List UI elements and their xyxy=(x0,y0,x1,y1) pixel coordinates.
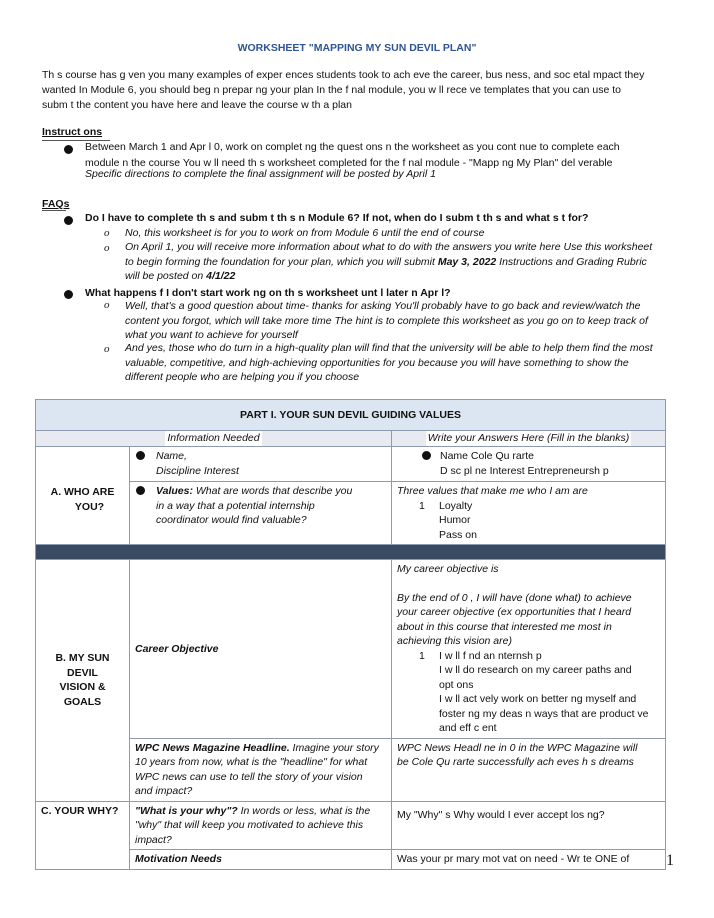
goal-item: opt ons xyxy=(439,678,474,691)
info-bold: "What is your why"? xyxy=(135,804,238,817)
column-header-answers xyxy=(392,431,666,447)
info-line xyxy=(135,804,386,819)
info-line: 10 years from now, what is the "headline" for what xyxy=(135,756,368,768)
section-divider-row xyxy=(36,545,666,560)
intro-line: subm t the content you have here and leave the course w th a plan xyxy=(42,99,352,111)
faq-answer: Well, that's a good question about time- thanks for asking You'll probably have to go back and review/watch the xyxy=(125,300,641,312)
column-header-answers-label: Write your Answers Here (Fill in the blanks) xyxy=(427,432,630,444)
info-bold: Values: xyxy=(156,485,193,497)
due-date: May 3, 2022 xyxy=(437,256,497,268)
info-cell xyxy=(130,801,392,850)
answer-line: My "Why" s Why would I ever accept los ng? xyxy=(397,808,605,821)
info-line: in a way that a potential internship xyxy=(156,499,315,512)
info-line: "why" that will keep you motivated to achieve this xyxy=(135,819,364,831)
answer-line: achieving this vision are) xyxy=(397,635,512,647)
part-title: PART I. YOUR SUN DEVIL GUIDING VALUES xyxy=(36,400,666,431)
faq-answer: No, this worksheet is for you to work on from Module 6 until the end of course xyxy=(125,227,485,239)
section-divider xyxy=(36,545,666,560)
instructions-line: Between March 1 and Apr l 0, work on complet ng the quest ons n the worksheet as you cont nue to complete each xyxy=(85,141,620,153)
section-label-line: A. WHO ARE xyxy=(50,486,115,498)
table-row xyxy=(36,447,666,482)
faq-answer: valuable, competitive, and high-achieving opportunities for you because you will have something to show the xyxy=(125,357,629,369)
table-row xyxy=(36,850,666,870)
faq-answer xyxy=(125,269,235,283)
faq-question: Do I have to complete th s and subm t th s n Module 6? If not, when do I subm t th s and what s t for? xyxy=(85,212,589,224)
answer-cell[interactable] xyxy=(392,447,666,482)
instructions-note: Specific directions to complete the final assignment will be posted by April 1 xyxy=(85,168,436,180)
faqs-rule xyxy=(42,210,66,211)
info-cell xyxy=(130,738,392,801)
column-header-row xyxy=(36,431,666,447)
table-row xyxy=(36,801,666,850)
intro-paragraph xyxy=(42,68,672,113)
value-item: Humor xyxy=(439,514,471,526)
bullet-icon xyxy=(64,216,73,225)
answer-line xyxy=(397,499,660,514)
info-line: Name, xyxy=(156,450,187,462)
sub-bullet-icon: o xyxy=(104,299,110,311)
faq-answer-part: to begin forming the foundation for your plan, which you will submit xyxy=(125,256,438,268)
bullet-icon xyxy=(136,486,145,495)
bullet-icon xyxy=(136,451,145,460)
section-c-label: C. YOUR WHY? xyxy=(36,801,130,869)
goal-item: I w ll do research on my career paths and xyxy=(439,664,632,676)
info-line: WPC news can use to tell the story of your vision xyxy=(135,770,363,783)
answer-line: Name Cole Qu rarte xyxy=(440,450,534,462)
answer-line xyxy=(397,649,660,664)
answer-line: D sc pl ne Interest Entrepreneursh p xyxy=(440,464,609,477)
answer-cell[interactable] xyxy=(392,850,666,870)
motivation-needs-label: Motivation Needs xyxy=(130,850,392,870)
intro-line: wanted In Module 6, you should beg n prepar ng your plan In the f nal module, you w ll rece ve templates that you can use to xyxy=(42,84,622,96)
sub-bullet-icon: o xyxy=(104,343,110,355)
faq-question: What happens f I don't start work ng on th s worksheet unt l later n Apr l? xyxy=(85,287,451,299)
section-label-line: YOU? xyxy=(74,500,105,513)
faq-answer-part: will be posted on xyxy=(125,270,207,282)
faq-answer: And yes, those who do turn in a high-quality plan will find that the university will be able to help them find the most xyxy=(125,342,653,354)
faqs-heading: FAQs xyxy=(42,198,70,210)
faq-answer: On April 1, you will receive more information about what to do with the answers you write here Use this worksheet xyxy=(125,241,653,253)
section-a-label xyxy=(36,447,130,545)
instructions-line: module n the course You w ll need th s worksheet completed for the f nal module - "Mapp ng My Plan" del verable xyxy=(85,157,613,169)
faq-answer: content you forgot, which will take more time The hint is to complete this worksheet as you go on to keep track of xyxy=(125,315,648,327)
value-item: Pass on xyxy=(439,528,477,541)
section-label-line: B. MY SUN xyxy=(55,652,110,665)
info-line xyxy=(135,741,386,756)
section-label-line: DEVIL xyxy=(67,666,98,679)
bullet-icon xyxy=(64,290,73,299)
answer-line: be Cole Qu rarte successfully ach eves h s dreams xyxy=(397,756,634,768)
info-text: What are words that describe you xyxy=(192,485,353,497)
info-line: and impact? xyxy=(135,785,193,797)
info-cell xyxy=(130,482,392,545)
page-number: 1 xyxy=(666,852,674,869)
goal-item: I w ll act vely work on better ng myself and xyxy=(439,693,637,705)
section-label-line: GOALS xyxy=(63,695,102,708)
info-line: coordinator would find valuable? xyxy=(156,514,307,526)
worksheet-title: WORKSHEET "MAPPING MY SUN DEVIL PLAN" xyxy=(237,42,477,54)
answer-line: WPC News Headl ne in 0 in the WPC Magazine will xyxy=(397,741,638,754)
rubric-date: 4/1/22 xyxy=(206,270,236,282)
sub-bullet-icon: o xyxy=(104,242,110,254)
bullet-icon xyxy=(64,145,73,154)
answer-cell[interactable] xyxy=(392,560,666,739)
info-text: Imagine your story xyxy=(289,741,379,754)
bullet-icon xyxy=(422,451,431,460)
goal-item: foster ng my deas n ways that are product ve xyxy=(439,707,649,720)
answer-cell[interactable] xyxy=(392,738,666,801)
faq-answer-part: Instructions and Grading Rubric xyxy=(496,256,647,268)
info-text: In words or less, what is the xyxy=(237,804,371,817)
answer-line: By the end of 0 , I will have (done what) to achieve xyxy=(397,591,632,604)
section-label-line: VISION & xyxy=(59,681,106,694)
answer-line: Was your pr mary mot vat on need - Wr te ONE of xyxy=(397,853,630,865)
goal-item: I w ll f nd an nternsh p xyxy=(439,649,542,662)
table-row xyxy=(36,482,666,545)
info-line xyxy=(156,484,386,499)
guiding-values-table xyxy=(35,399,666,870)
section-b-label xyxy=(36,560,130,802)
table-row xyxy=(36,738,666,801)
info-line: impact? xyxy=(135,833,172,846)
column-header-info xyxy=(36,431,392,447)
info-bold: WPC News Magazine Headline. xyxy=(135,741,290,754)
table-row xyxy=(36,560,666,739)
list-number: 1 xyxy=(419,499,425,512)
career-objective-label: Career Objective xyxy=(130,560,392,739)
list-number: 1 xyxy=(419,649,425,662)
info-cell xyxy=(130,447,392,482)
answer-line: about in this course that interested me most in xyxy=(397,620,612,633)
answer-line: your career objective (ex opportunities that I heard xyxy=(397,606,632,618)
faq-answer: what you want to achieve for yourself xyxy=(125,329,298,341)
instructions-heading: Instruct ons xyxy=(42,126,103,138)
answer-cell[interactable] xyxy=(392,482,666,545)
value-item: Loyalty xyxy=(439,499,473,512)
column-header-info-label: Information Needed xyxy=(167,432,260,444)
answer-line: My career objective is xyxy=(397,563,499,575)
answer-line: Three values that make me who I am are xyxy=(397,485,588,497)
intro-line: Th s course has g ven you many examples of exper ences students took to ach eve the career, bus ness, and soc etal mpact they xyxy=(42,69,645,81)
sub-bullet-icon: o xyxy=(104,227,110,239)
blank-line xyxy=(397,577,660,591)
answer-cell[interactable] xyxy=(392,801,666,850)
info-line: Discipline Interest xyxy=(156,464,239,477)
faq-answer xyxy=(125,255,647,269)
table-title-row xyxy=(36,400,666,431)
faq-answer: different people who are helping you if you choose xyxy=(125,371,360,383)
goal-item: and eff c ent xyxy=(439,722,497,734)
